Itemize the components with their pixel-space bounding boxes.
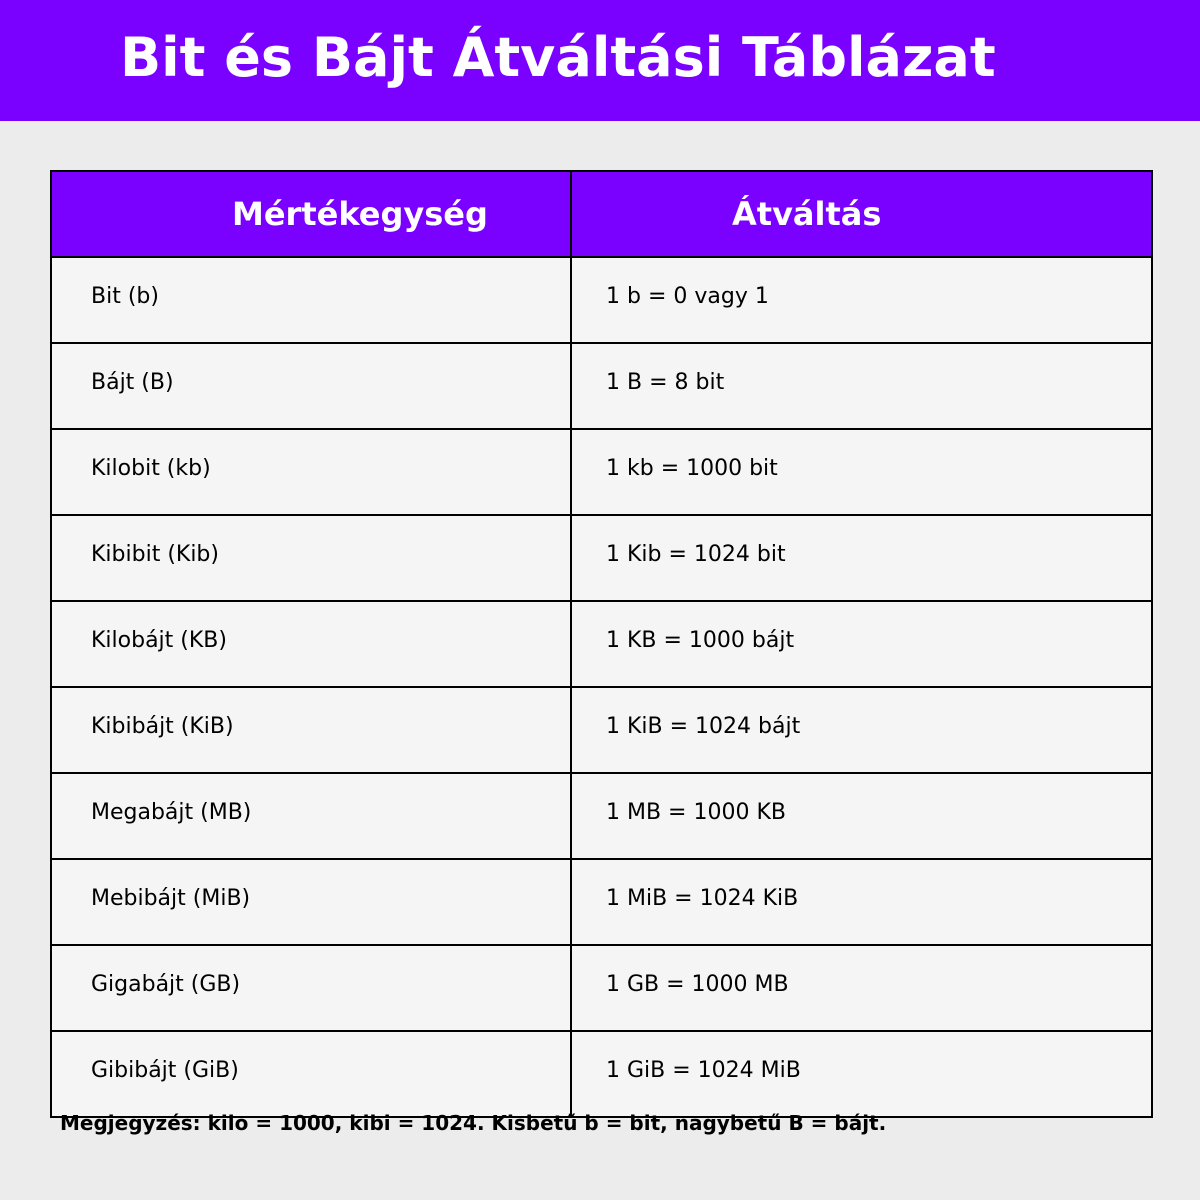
conversion-table [50,170,1153,1118]
unit-cell: Mebibájt (MiB) [51,859,571,945]
unit-cell: Gibibájt (GiB) [51,1031,571,1117]
table-row [51,601,1152,687]
table-row [51,945,1152,1031]
table-row [51,257,1152,343]
title-banner [0,0,1200,121]
unit-cell: Bit (b) [51,257,571,343]
conversion-cell: 1 b = 0 vagy 1 [571,257,1152,343]
column-header-unit: Mértékegység [51,171,571,257]
conversion-cell: 1 KiB = 1024 bájt [571,687,1152,773]
conversion-cell: 1 B = 8 bit [571,343,1152,429]
table-row [51,343,1152,429]
table-row [51,773,1152,859]
unit-cell: Bájt (B) [51,343,571,429]
conversion-cell: 1 Kib = 1024 bit [571,515,1152,601]
unit-cell: Megabájt (MB) [51,773,571,859]
conversion-cell: 1 MB = 1000 KB [571,773,1152,859]
column-header-conversion: Átváltás [571,171,1152,257]
unit-cell: Gigabájt (GB) [51,945,571,1031]
conversion-table-container [50,170,1151,1117]
unit-cell: Kilobájt (KB) [51,601,571,687]
table-row [51,1031,1152,1117]
unit-cell: Kilobit (kb) [51,429,571,515]
table-header-row [51,171,1152,257]
conversion-cell: 1 GiB = 1024 MiB [571,1031,1152,1117]
unit-cell: Kibibájt (KiB) [51,687,571,773]
footnote: Megjegyzés: kilo = 1000, kibi = 1024. Kisbetű b = bit, nagybetű B = bájt. [60,1111,887,1135]
unit-cell: Kibibit (Kib) [51,515,571,601]
table-row [51,515,1152,601]
table-row [51,859,1152,945]
table-row [51,429,1152,515]
page-title: Bit és Bájt Átváltási Táblázat [120,26,996,89]
conversion-cell: 1 KB = 1000 bájt [571,601,1152,687]
conversion-cell: 1 kb = 1000 bit [571,429,1152,515]
conversion-cell: 1 MiB = 1024 KiB [571,859,1152,945]
table-row [51,687,1152,773]
conversion-cell: 1 GB = 1000 MB [571,945,1152,1031]
